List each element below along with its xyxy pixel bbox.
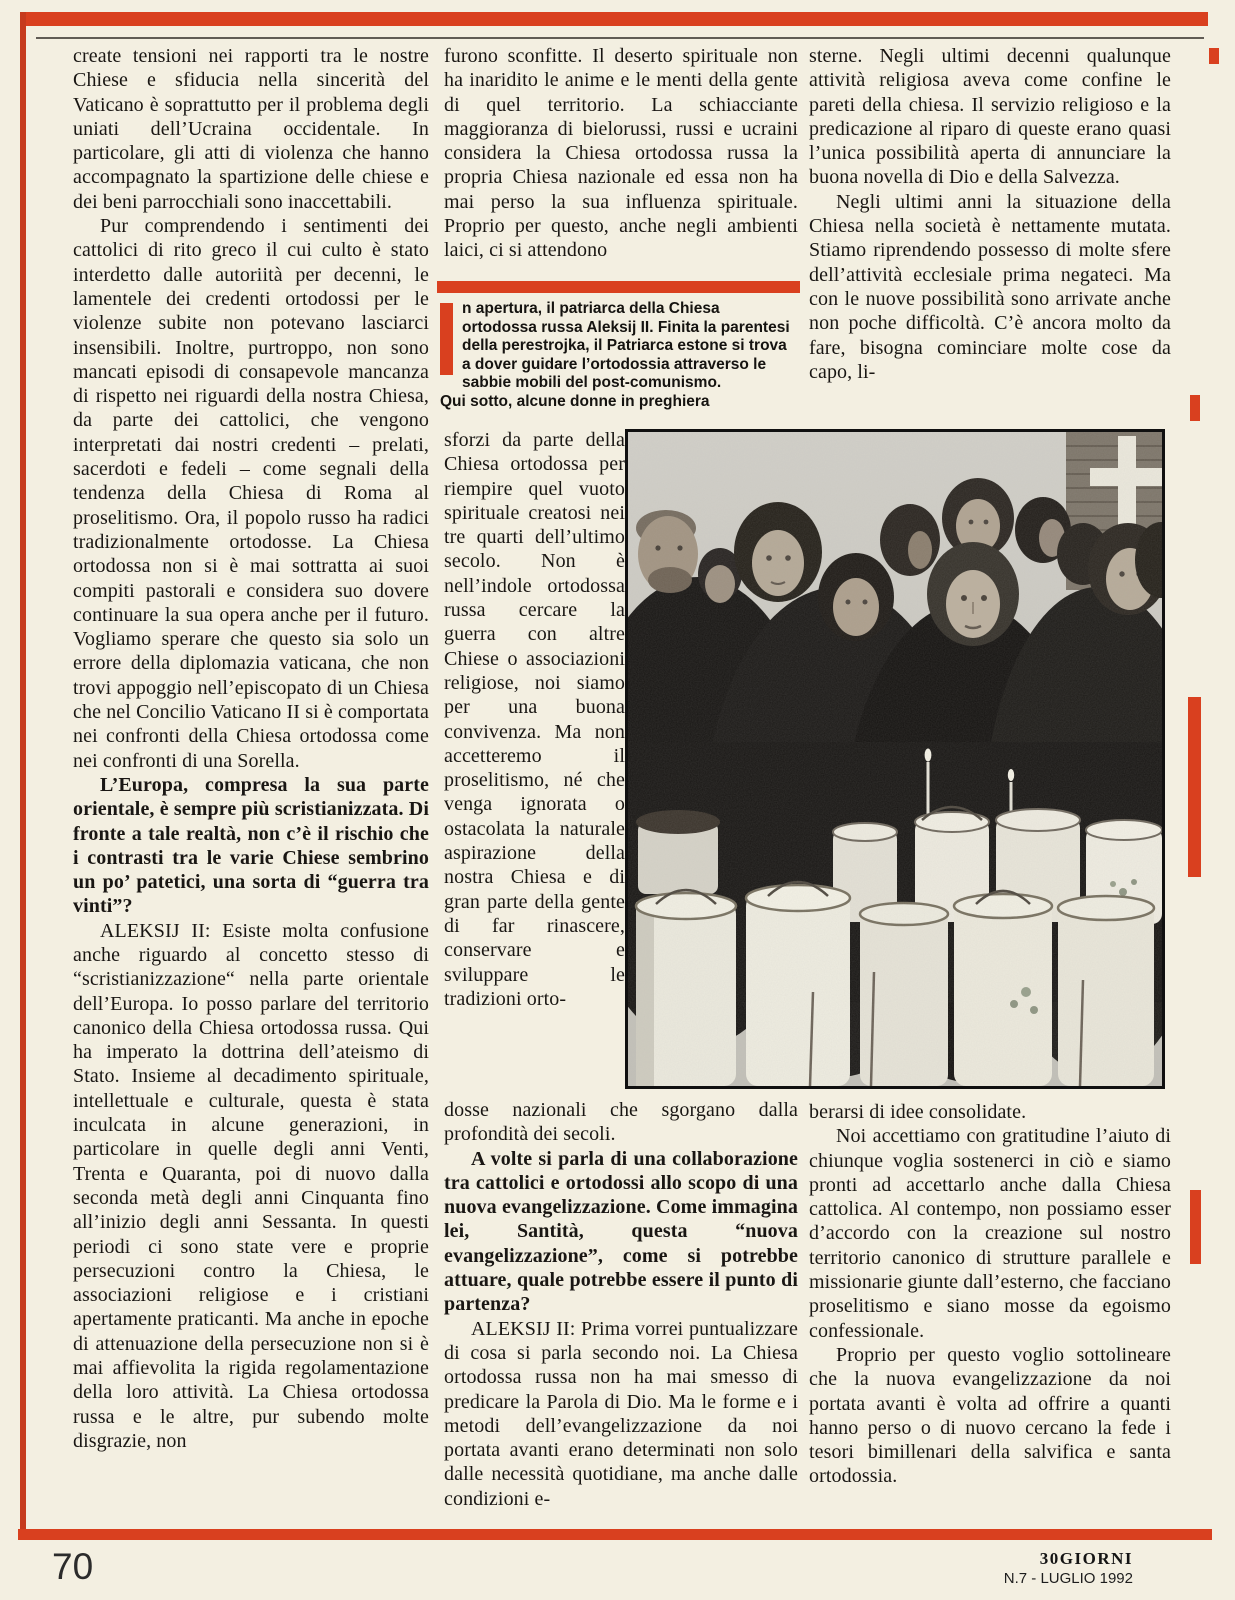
paragraph: sforzi da parte della Chiesa ortodossa per riempire quel vuoto spirituale creatosi nei tre quarti dell’ultimo secolo. Non è nell’indole ortodossa russa cercare la guerra con altre Chiese o associazioni religiose, noi siamo per una buona convivenza. Ma non accetteremo il proselitismo, né che venga ignorata o ostacolata la naturale aspirazione della nostra Chiesa e di gran parte della gente di far rinascere, conservare e sviluppare le tradizioni orto- bbox=[444, 429, 625, 1010]
article-column-right-top bbox=[809, 44, 1171, 416]
article-column-middle-bottom bbox=[444, 1098, 798, 1526]
interview-question: L’Europa, compresa la sua parte orientale, è sempre più scristianizzata. Di fronte a tale realtà, non c’è il rischio che i contrasti tra le varie Chiese sembrino un po’ patetici, una sorta di “guerra tra vinti”? bbox=[73, 773, 429, 918]
bottom-border bbox=[18, 1529, 1212, 1540]
caption-sub: Qui sotto, alcune donne in preghiera bbox=[440, 392, 710, 410]
issue-date: N.7 - LUGLIO 1992 bbox=[1003, 1570, 1133, 1587]
right-edge-mark bbox=[1209, 48, 1219, 64]
right-edge-mark bbox=[1190, 1190, 1201, 1264]
left-border bbox=[20, 12, 26, 1540]
photo-caption bbox=[440, 300, 796, 412]
magazine-name: 30GIORNI bbox=[1039, 1549, 1133, 1568]
article-column-left bbox=[73, 44, 429, 1526]
page-number: 70 bbox=[52, 1546, 94, 1587]
article-column-right-bottom bbox=[809, 1100, 1171, 1526]
article-column-middle-top bbox=[444, 44, 798, 272]
footer-right bbox=[1004, 1549, 1133, 1587]
caption-rule bbox=[437, 281, 800, 293]
interview-answer: ALEKSIJ II: Esiste molta confusione anche riguardo al concetto stesso di “scristianizzazione“ nella parte orientale dell’Europa. Io posso parlare del territorio canonico della Chiesa ortodossa russa. Qui ha imperato la dottrina dell’ateismo di Stato. Insieme al decadimento spirituale, intellettuale e culturale, questa è stata inculcata in alcune generazioni, in particolare in quelle degli anni Venti, Trenta e Quaranta, poi di nuovo dalla seconda metà degli anni Cinquanta fino all’inizio degli anni Sessanta. In questi periodi ci sono state vere e proprie persecuzioni contro la Chiesa, le associazioni religiose e i cristiani apertamente praticanti. Ma anche in epoche di attenuazione della persecuzione non si è mai affievolita la rigida regolamentazione della loro attività. La Chiesa ortodossa russa e le altre, pur subendo molte disgrazie, non bbox=[73, 919, 429, 1452]
prayer-women-photo bbox=[625, 429, 1165, 1089]
paragraph: Noi accettiamo con gratitudine l’aiuto di chiunque voglia sostenerci in ciò e siamo pronti ad accettarlo anche dalla Chiesa cattolica. Al contempo, non possiamo esser d’accordo con la creazione sul nostro territorio canonico di strutture parallele e missionarie giunte dall’esterno, che facciano proselitismo e siano mosse da egoismo confessionale. bbox=[809, 1125, 1171, 1342]
photo-illustration bbox=[628, 432, 1162, 1086]
caption-dropcap-bar bbox=[440, 303, 453, 375]
paragraph: Pur comprendendo i sentimenti dei cattolici di rito greco il cui culto è stato interdetto dalle autoriità per decenni, le lamentele dei credenti ortodossi per le violenze subite non potevano lasciarci insensibili. Inoltre, purtroppo, non sono mancati episodi di consapevole mancanza di rispetto nei riguardi della nostra Chiesa, da parte dei cattolici, che vengono interpretati dai nostri credenti – prelati, sacerdoti e fedeli – come segnali della tendenza della Chiesa di Roma al proselitismo. Ora, il popolo russo ha radici tradizionalmente ortodosse. La Chiesa ortodossa non si è mai sottratta ai suoi compiti pastorali e considera suo dovere continuare la sua opera anche per il futuro. Vogliamo sperare che questo sia solo un errore della diplomazia vaticana, che non trovi appoggio nell’episcopato di un Chiesa che nel Concilio Vaticano II si è comportata nei confronti della Chiesa ortodossa come nei confronti di una Sorella. bbox=[73, 215, 429, 772]
paragraph: create tensioni nei rapporti tra le nostre Chiese e sfiducia nella sincerità del Vaticano è soprattutto per il problema degli uniati dell’Ucraina occidentale. In particolare, gli atti di violenza che hanno accompagnato la spartizione delle chiese e dei beni parrocchiali sono inaccettabili. bbox=[73, 45, 429, 213]
right-edge-mark bbox=[1190, 395, 1200, 421]
caption-lead: n apertura, il patriarca della Chiesa ortodossa russa Aleksij II. Finita la parentesi della perestrojka, il Patriarca estone si trova a dover guidare l’ortodossia attraverso le sabbie mobili del post-comunismo. bbox=[462, 300, 790, 392]
paragraph: Negli ultimi anni la situazione della Chiesa nella società è nettamente mutata. Stiamo riprendendo possesso di molte sfere dell’attività ecclesiale prima negateci. Ma con le nuove possibilità sono arrivate anche non poche difficoltà. C’è ancora molto da fare, bisogna cominciare molte cose da capo, li- bbox=[809, 190, 1171, 383]
article-column-middle-narrow bbox=[444, 428, 625, 1096]
paragraph: berarsi di idee consolidate. bbox=[809, 1101, 1027, 1123]
interview-answer: ALEKSIJ II: Prima vorrei puntualizzare di cosa si parla secondo noi. La Chiesa ortodossa russa non ha mai smesso di predicare la Parola di Dio. Ma le forme e i metodi dell’evangelizzazione da noi portata avanti erano determinati non solo dalle necessità quotidiane, ma anche dalle condizioni e- bbox=[444, 1317, 798, 1510]
paragraph: Proprio per questo voglio sottolineare che la nuova evangelizzazione da noi portata avanti è volta ad offrire a quanti hanno perso o di nuovo cercano la fede i tesori bimillenari della salvifica e santa ortodossia. bbox=[809, 1343, 1171, 1488]
top-border bbox=[20, 12, 1208, 26]
paragraph: sterne. Negli ultimi decenni qualunque attività religiosa aveva come confine le pareti della chiesa. Il servizio religioso e la predicazione al riparo di queste erano quasi l’unica possibilità aperta di annunciare la buona novella di Dio e della Salvezza. bbox=[809, 45, 1171, 189]
interview-question: A volte si parla di una collaborazione tra cattolici e ortodossi allo scopo di una nuova evangelizzazione. Come immagina lei, Santità, questa “nuova evangelizzazione”, come si potrebbe attuare, quale potrebbe essere il punto di partenza? bbox=[444, 1147, 798, 1316]
photo-grain bbox=[628, 432, 1162, 1086]
right-edge-mark bbox=[1188, 697, 1201, 877]
paragraph: dosse nazionali che sgorgano dalla profondità dei secoli. bbox=[444, 1099, 798, 1146]
inner-rule bbox=[36, 37, 1204, 39]
paragraph: furono sconfitte. Il deserto spirituale non ha inaridito le anime e le menti della gente di quel territorio. La schiacciante maggioranza di bielorussi, russi e ucraini considera la Chiesa ortodossa russa la propria Chiesa nazionale ed essa non ha mai perso la sua influenza spirituale. Proprio per questo, anche negli ambienti laici, ci si attendono bbox=[444, 45, 798, 262]
